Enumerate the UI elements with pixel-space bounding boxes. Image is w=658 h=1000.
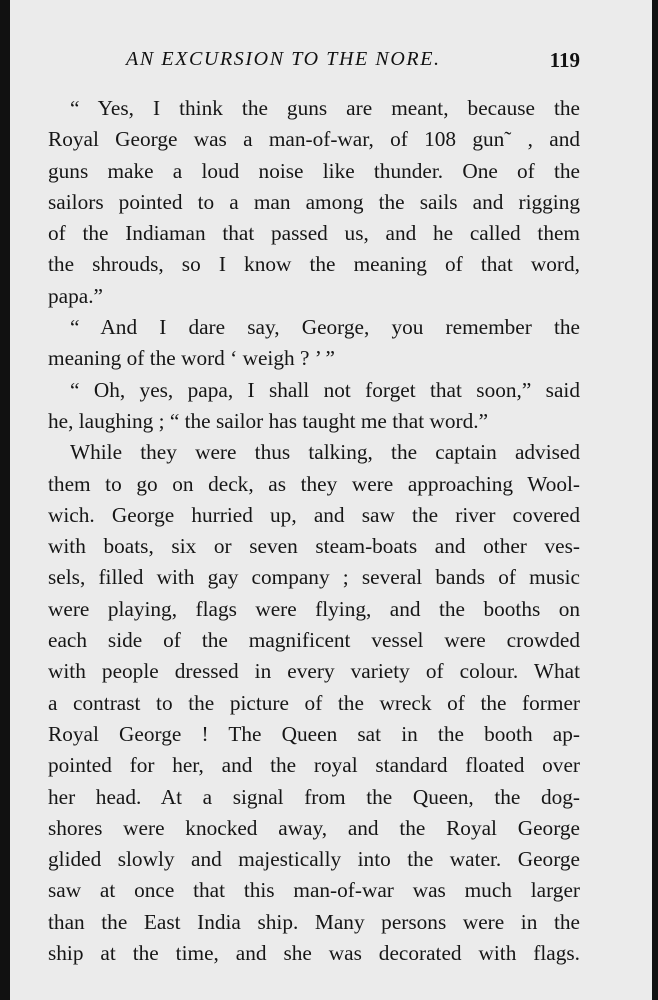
page-edge-right (652, 0, 658, 1000)
text-line: shores were knocked away, and the Royal George (48, 815, 580, 840)
text-line: each side of the magnificent vessel were crowded (48, 628, 580, 653)
text-line: sels, filled with gay company ; several bands of music (48, 565, 580, 590)
running-title: AN EXCURSION TO THE NORE. (126, 48, 441, 70)
body-text (48, 93, 580, 969)
text-line: pointed for her, and the royal standard floated over (48, 753, 580, 778)
text-line: While they were thus talking, the captain advised (70, 440, 580, 465)
text-line: ship at the time, and she was decorated with flags. (48, 941, 580, 966)
text-line: wich. George hurried up, and saw the river covered (48, 502, 580, 527)
text-line: saw at once that this man-of-war was much larger (48, 878, 580, 903)
text-line: sailors pointed to a man among the sails and rigging (48, 189, 580, 214)
text-line: Royal George was a man-of-war, of 108 gun˜ , and (48, 127, 580, 152)
text-line: papa.” (48, 283, 103, 308)
text-line: he, laughing ; “ the sailor has taught me that word.” (48, 408, 489, 433)
text-line: than the East India ship. Many persons were in the (48, 909, 580, 934)
text-line: with boats, six or seven steam-boats and other ves- (48, 534, 580, 559)
text-line: “ Oh, yes, papa, I shall not forget that soon,” said (70, 377, 580, 402)
page-number: 119 (549, 48, 580, 72)
text-line: were playing, flags were flying, and the booths on (48, 596, 580, 621)
page-edge-left (0, 0, 10, 1000)
text-line: Royal George ! The Queen sat in the booth ap- (48, 721, 580, 746)
text-line: “ And I dare say, George, you remember the (70, 315, 580, 340)
text-line: with people dressed in every variety of colour. What (48, 659, 580, 684)
text-line: “ Yes, I think the guns are meant, because the (70, 96, 580, 120)
text-line: the shrouds, so I know the meaning of that word, (48, 252, 580, 277)
text-line: guns make a loud noise like thunder. One of the (48, 158, 580, 183)
text-line: glided slowly and majestically into the water. George (48, 847, 580, 872)
page-header (120, 46, 580, 76)
text-line: a contrast to the picture of the wreck of the former (48, 690, 580, 715)
text-line: them to go on deck, as they were approaching Wool- (48, 471, 580, 496)
text-line: her head. At a signal from the Queen, the dog- (48, 784, 580, 809)
text-line: of the Indiaman that passed us, and he called them (48, 221, 580, 246)
text-line: meaning of the word ‘ weigh ? ’ ” (48, 346, 336, 371)
